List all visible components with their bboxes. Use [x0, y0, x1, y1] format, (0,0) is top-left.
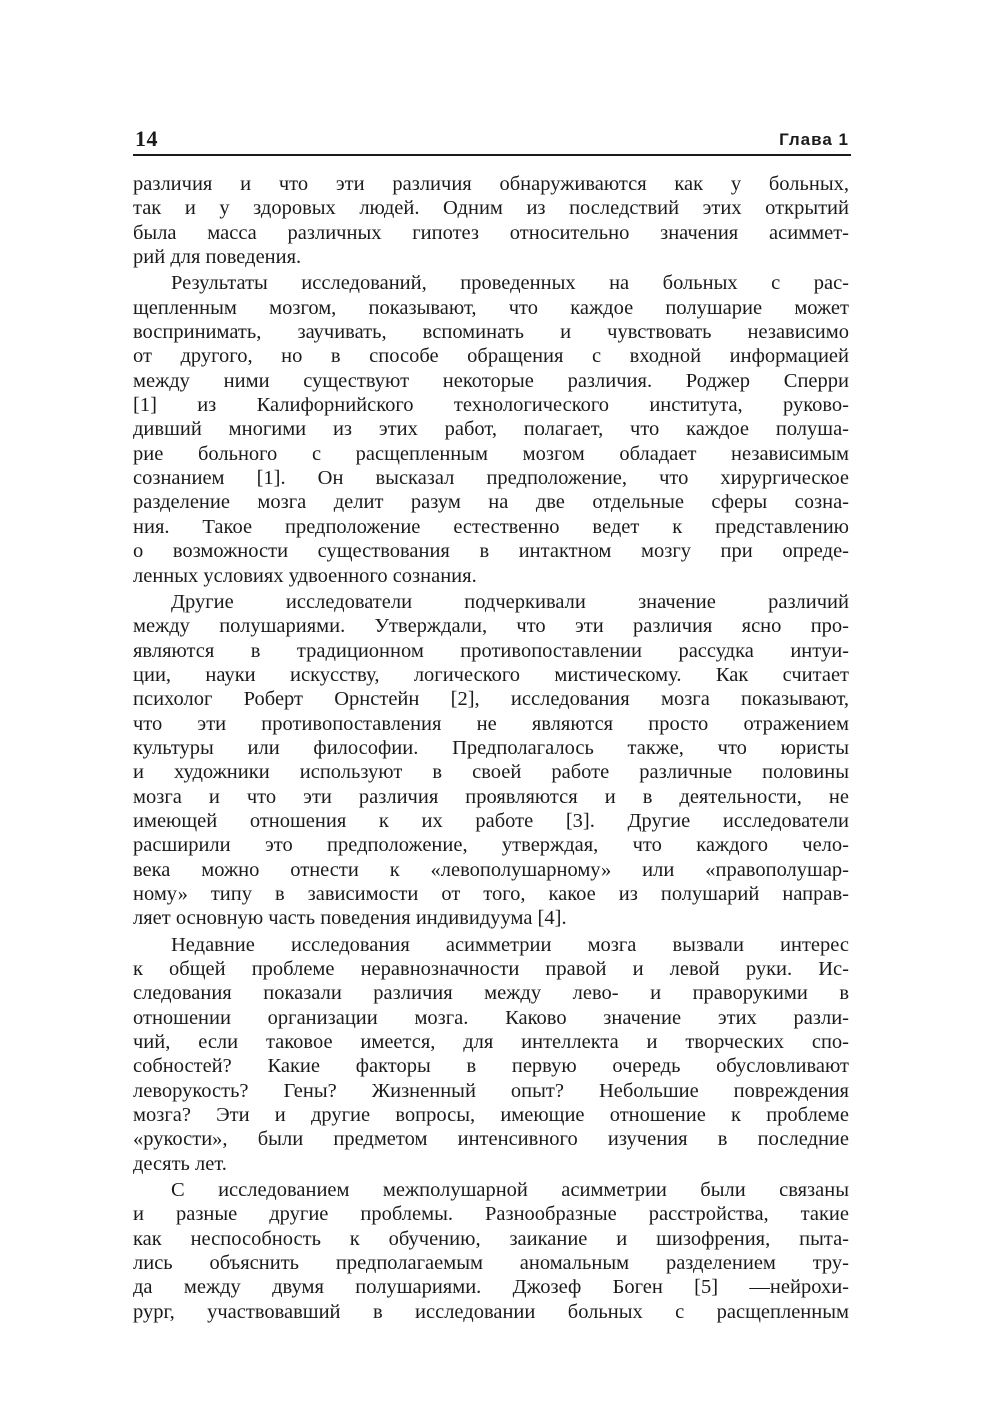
- text-line: между полушариями. Утверждали, что эти различия ясно про-: [133, 615, 849, 638]
- text-line: и разные другие проблемы. Разнообразные расстройства, такие: [133, 1203, 849, 1226]
- text-line: века можно отнести к «левополушарному» или «правополушар-: [133, 858, 849, 881]
- text-line: следования показали различия между лево- и праворукими в: [133, 982, 849, 1005]
- text-line: психолог Роберт Орнстейн [2], исследования мозга показывают,: [133, 688, 849, 711]
- text-line: леворукость? Гены? Жизненный опыт? Небольшие повреждения: [133, 1079, 849, 1102]
- paragraph: [133, 933, 849, 1176]
- text-line: лись объяснить предполагаемым аномальным разделением тру-: [133, 1252, 849, 1275]
- text-line: между ними существуют некоторые различия. Роджер Сперри: [133, 369, 849, 392]
- text-line: Другие исследователи подчеркивали значение различий: [171, 590, 849, 613]
- body-text: [133, 172, 849, 1324]
- paragraph: [133, 172, 849, 269]
- text-line: разделение мозга делит разум на две отдельные сферы созна-: [133, 491, 849, 514]
- text-line: от другого, но в способе обращения с входной информацией: [133, 345, 849, 368]
- text-line: воспринимать, заучивать, вспоминать и чувствовать независимо: [133, 321, 849, 344]
- text-line: расширили это предположение, утверждая, что каждого чело-: [133, 834, 849, 857]
- text-line: культуры или философии. Предполагалось также, что юристы: [133, 736, 849, 759]
- text-line: С исследованием межполушарной асимметрии были связаны: [171, 1179, 849, 1202]
- chapter-label: Глава 1: [779, 130, 849, 149]
- text-line: как неспособность к обучению, заикание и шизофрения, пыта-: [133, 1227, 849, 1250]
- text-line: мозга? Эти и другие вопросы, имеющие отношение к проблеме: [133, 1104, 849, 1127]
- text-line: ленных условиях удвоенного сознания.: [133, 564, 477, 587]
- running-header: [133, 122, 851, 156]
- text-line: рие больного с расщепленным мозгом обладает независимым: [133, 442, 849, 465]
- paragraph: [133, 590, 849, 931]
- text-line: собностей? Какие факторы в первую очередь обусловливают: [133, 1055, 849, 1078]
- text-line: дивший многими из этих работ, полагает, что каждое полуша-: [133, 418, 849, 441]
- text-line: отношении организации мозга. Каково значение этих разли-: [133, 1006, 849, 1029]
- text-line: Недавние исследования асимметрии мозга вызвали интерес: [171, 933, 849, 956]
- text-line: сознанием [1]. Он высказал предположение, что хирургическое: [133, 467, 849, 490]
- text-line: имеющей отношения к их работе [3]. Другие исследователи: [133, 809, 849, 832]
- text-line: чий, если таковое имеется, для интеллекта и творческих спо-: [133, 1031, 849, 1054]
- page-number: 14: [135, 126, 158, 151]
- text-line: и художники используют в своей работе различные половины: [133, 761, 849, 784]
- text-line: рург, участвовавший в исследовании больных с расщепленным: [133, 1300, 849, 1323]
- text-line: «рукости», были предметом интенсивного изучения в последние: [133, 1128, 849, 1151]
- text-line: десять лет.: [133, 1152, 227, 1175]
- text-line: являются в традиционном противопоставлении рассудка интуи-: [133, 639, 849, 662]
- text-line: так и у здоровых людей. Одним из последствий этих открытий: [133, 197, 849, 220]
- paragraph: [133, 1178, 849, 1324]
- text-line: рий для поведения.: [133, 246, 302, 269]
- text-line: щепленным мозгом, показывают, что каждое полушарие может: [133, 296, 849, 319]
- text-line: к общей проблеме неравнозначности правой и левой руки. Ис-: [133, 958, 849, 980]
- text-line: различия и что эти различия обнаруживаются как у больных,: [133, 173, 849, 195]
- text-line: ляет основную часть поведения индивидуума [4].: [133, 907, 567, 930]
- text-line: да между двумя полушариями. Джозеф Боген [5] —нейрохи-: [133, 1276, 849, 1299]
- text-line: ния. Такое предположение естественно ведет к представлению: [133, 515, 849, 538]
- text-line: что эти противопоставления не являются просто отражением: [133, 712, 849, 735]
- text-line: была масса различных гипотез относительно значения асиммет-: [133, 221, 849, 244]
- paragraph: [133, 271, 849, 587]
- text-line: [1] из Калифорнийского технологического института, руково-: [133, 394, 849, 417]
- text-line: о возможности существования в интактном мозгу при опреде-: [133, 540, 849, 563]
- text-line: Результаты исследований, проведенных на больных с рас-: [171, 272, 849, 295]
- text-line: ному» типу в зависимости от того, какое из полушарий направ-: [133, 882, 849, 905]
- text-line: ции, науки искусству, логического мистическому. Как считает: [133, 663, 849, 686]
- text-line: мозга и что эти различия проявляются и в деятельности, не: [133, 785, 849, 808]
